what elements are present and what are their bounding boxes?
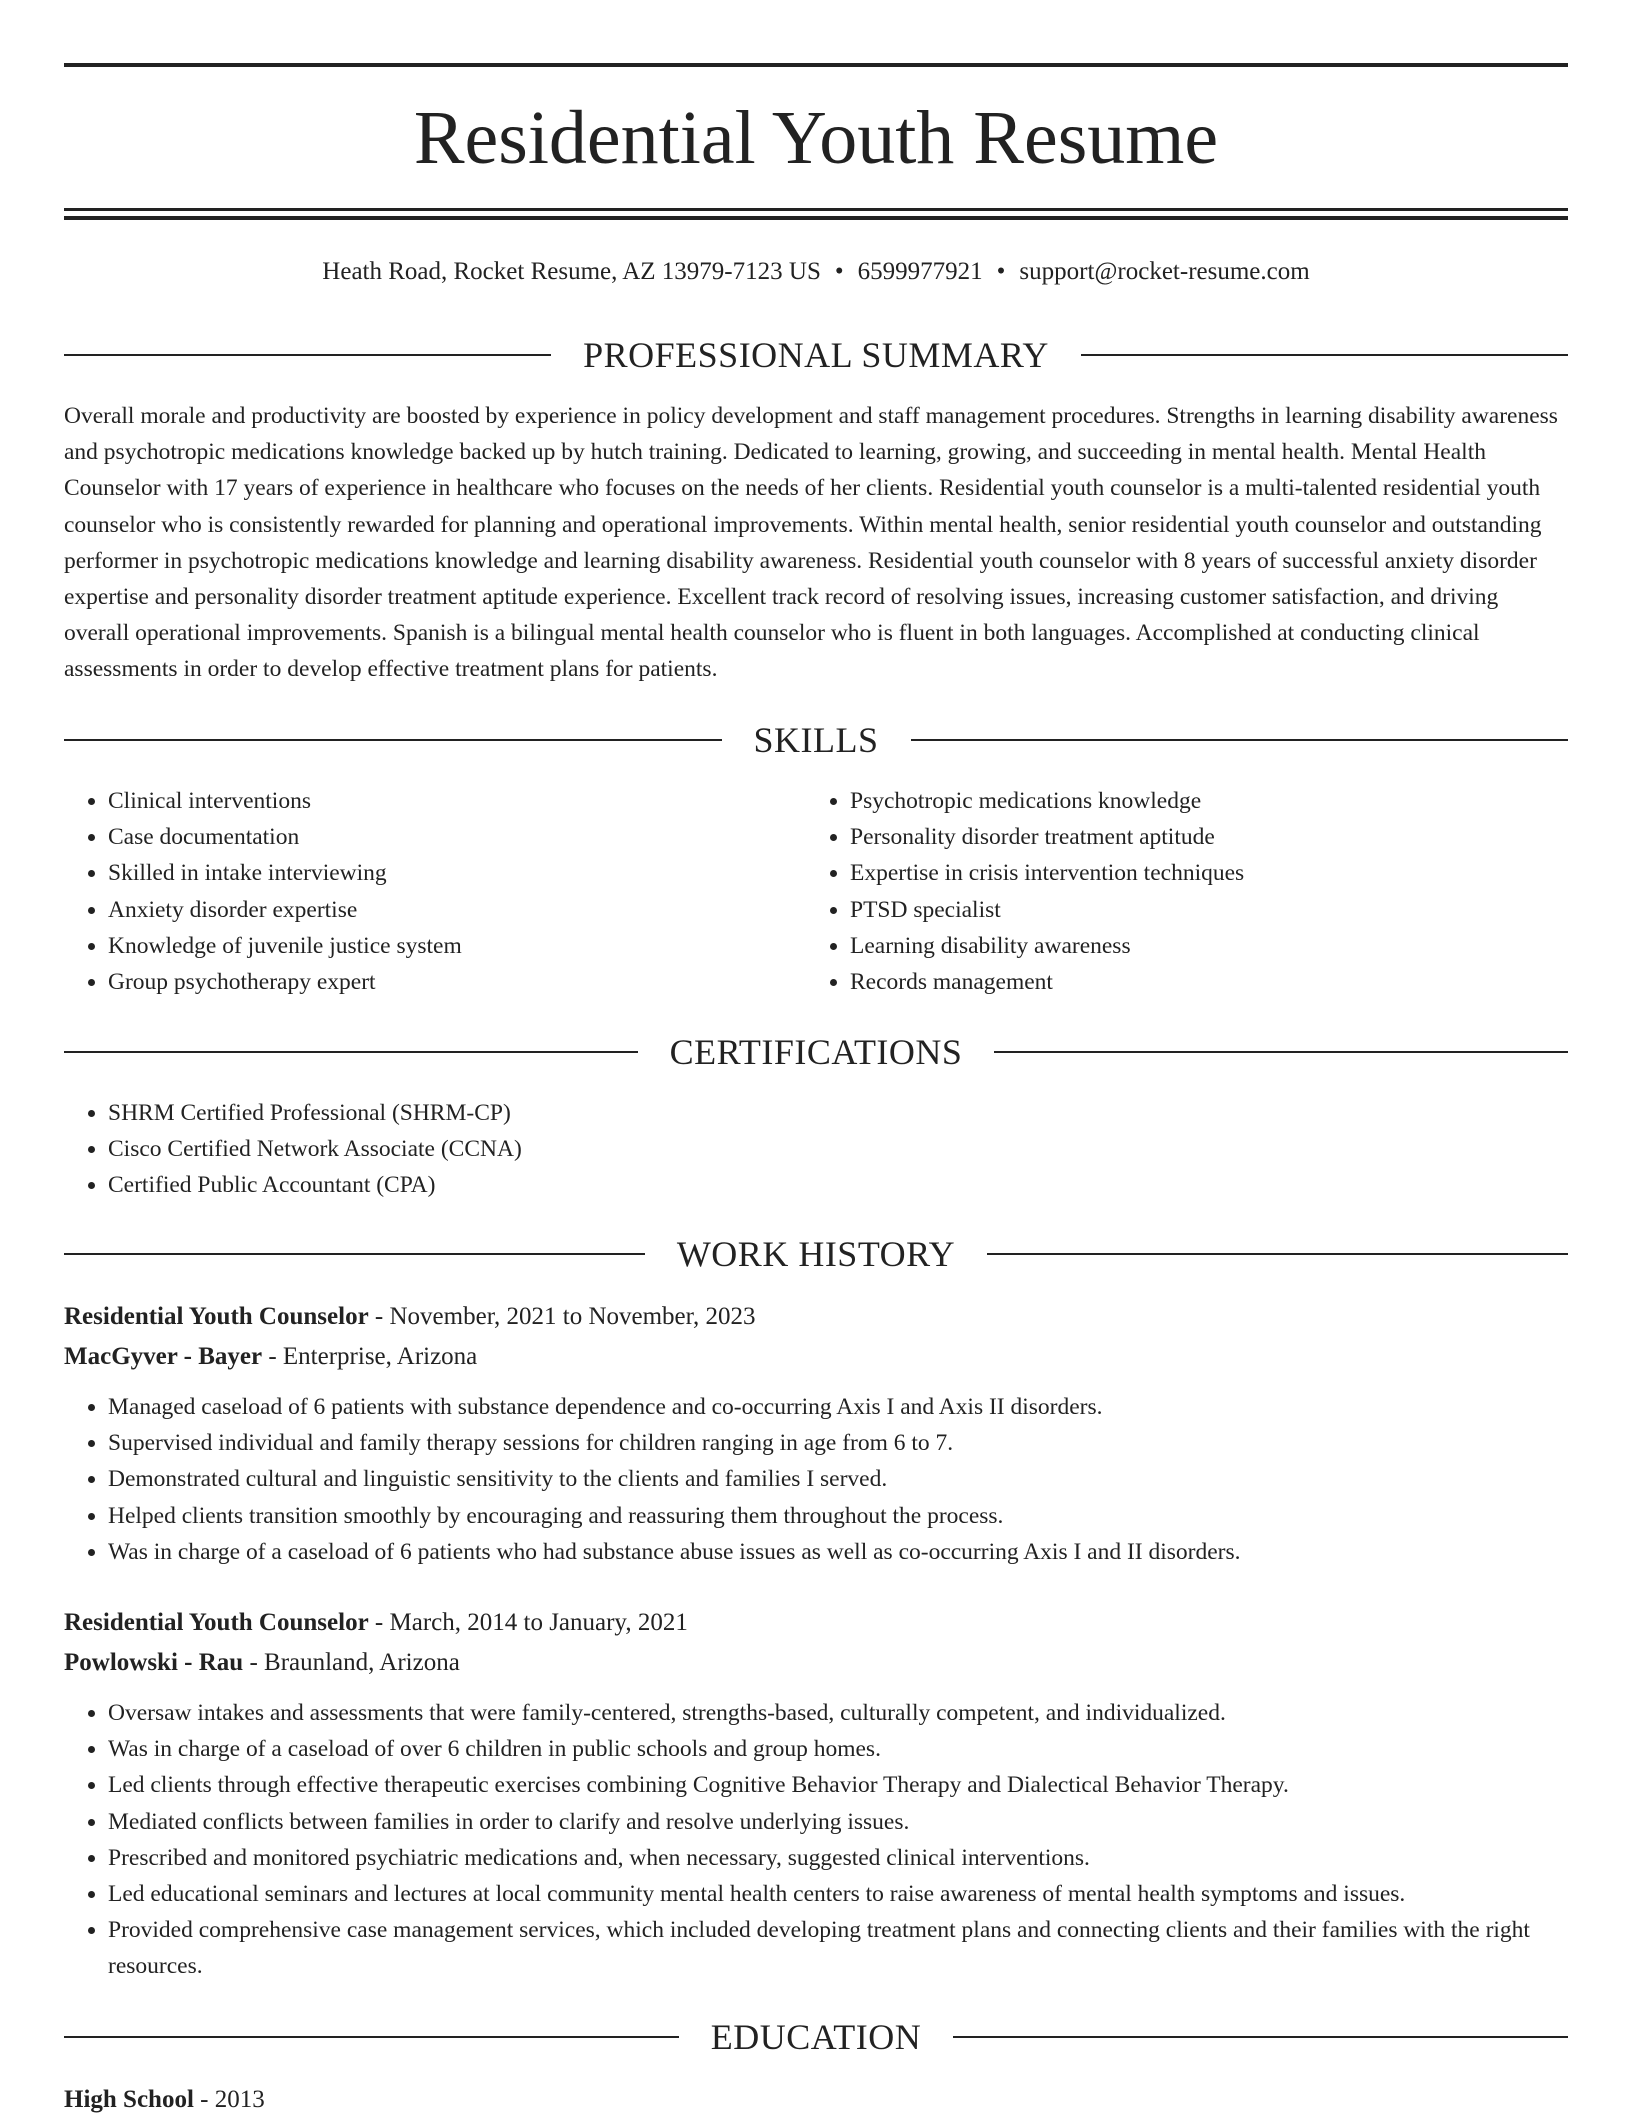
summary-heading-label: PROFESSIONAL SUMMARY <box>583 335 1049 375</box>
job-bullet: • Provided comprehensive case management services, which included developing treatment plans and connecting clients and their families with the right resources. <box>108 1912 1568 1984</box>
job-company: MacGyver - Bayer <box>64 1343 263 1370</box>
job-company-line <box>64 1643 1568 1683</box>
job-bullet: • Led educational seminars and lectures at local community mental health centers to raise awareness of mental health symptoms and issues. <box>108 1876 1568 1912</box>
skill-item: • Personality disorder treatment aptitude <box>850 819 1566 855</box>
job-bullet: • Helped clients transition smoothly by encouraging and reassuring them throughout the process. <box>108 1498 1568 1534</box>
education-heading-label: EDUCATION <box>710 2017 922 2057</box>
job-bullet: • Was in charge of a caseload of over 6 children in public schools and group homes. <box>108 1731 1568 1767</box>
heading-rule <box>953 2036 1568 2038</box>
work-history-heading-label: WORK HISTORY <box>676 1234 956 1274</box>
skill-item: • Case documentation <box>108 819 764 855</box>
job-bullets <box>64 1695 1568 1985</box>
job-bullets <box>64 1389 1568 1570</box>
work-history-heading <box>64 1229 1568 1279</box>
heading-rule <box>64 354 551 356</box>
contact-separator: • <box>996 258 1006 285</box>
contact-phone: 6599977921 <box>857 258 983 285</box>
education-entry <box>64 2080 1568 2120</box>
contact-line <box>64 252 1568 292</box>
certifications-heading <box>64 1027 1568 1077</box>
job-title: Residential Youth Counselor <box>64 1303 369 1330</box>
education-degree: High School <box>64 2086 194 2113</box>
top-rule <box>64 63 1568 67</box>
heading-rule <box>64 1253 645 1255</box>
skill-item: • Anxiety disorder expertise <box>108 892 764 928</box>
job-bullet: • Mediated conflicts between families in order to clarify and resolve underlying issues. <box>108 1804 1568 1840</box>
education-year: - 2013 <box>193 2086 265 2113</box>
job-company: Powlowski - Rau <box>64 1649 244 1676</box>
skill-item: • Psychotropic medications knowledge <box>850 783 1566 819</box>
skills-left-column <box>64 783 764 1000</box>
title-rule-lower <box>64 216 1568 220</box>
job-bullet: • Prescribed and monitored psychiatric medications and, when necessary, suggested clinical interventions. <box>108 1840 1568 1876</box>
job-bullet: • Was in charge of a caseload of 6 patients who had substance abuse issues as well as co-occurring Axis I and II disorders. <box>108 1534 1568 1570</box>
certification-item: • SHRM Certified Professional (SHRM-CP) <box>108 1095 1064 1131</box>
job-title-line <box>64 1297 1568 1337</box>
skill-item: • Records management <box>850 964 1566 1000</box>
certifications-list <box>64 1095 1064 1204</box>
contact-address: Heath Road, Rocket Resume, AZ 13979-7123 US <box>322 258 821 285</box>
job-bullet: • Demonstrated cultural and linguistic sensitivity to the clients and families I served. <box>108 1461 1568 1497</box>
heading-rule <box>1081 354 1568 356</box>
job-bullet: • Managed caseload of 6 patients with substance dependence and co-occurring Axis I and Axis II disorders. <box>108 1389 1568 1425</box>
skill-item: • Learning disability awareness <box>850 928 1566 964</box>
job-bullet: • Led clients through effective therapeutic exercises combining Cognitive Behavior Therapy and Dialectical Behavior Therapy. <box>108 1767 1568 1803</box>
education-heading <box>64 2012 1568 2062</box>
contact-separator: • <box>834 258 844 285</box>
job-dates: - November, 2021 to November, 2023 <box>368 1303 756 1330</box>
job-entry <box>64 1603 1568 1985</box>
job-location: - Enterprise, Arizona <box>262 1343 478 1370</box>
job-location: - Braunland, Arizona <box>243 1649 460 1676</box>
heading-rule <box>987 1253 1568 1255</box>
skill-item: • Skilled in intake interviewing <box>108 855 764 891</box>
resume-title: Residential Youth Resume <box>413 96 1219 180</box>
summary-heading <box>64 330 1568 380</box>
skills-heading <box>64 715 1568 765</box>
job-company-line <box>64 1337 1568 1377</box>
skill-item: • PTSD specialist <box>850 892 1566 928</box>
heading-rule <box>911 739 1569 741</box>
certification-item: • Certified Public Accountant (CPA) <box>108 1167 1064 1203</box>
certifications-heading-label: CERTIFICATIONS <box>669 1032 963 1072</box>
job-title-line <box>64 1603 1568 1643</box>
heading-rule <box>64 1051 638 1053</box>
job-dates: - March, 2014 to January, 2021 <box>368 1609 688 1636</box>
heading-rule <box>64 739 722 741</box>
job-bullet: • Oversaw intakes and assessments that were family-centered, strengths-based, culturally competent, and individualized. <box>108 1695 1568 1731</box>
skills-right-column <box>806 783 1566 1000</box>
certification-item: • Cisco Certified Network Associate (CCNA) <box>108 1131 1064 1167</box>
heading-rule <box>994 1051 1568 1053</box>
skills-heading-label: SKILLS <box>753 720 879 760</box>
job-entry <box>64 1297 1568 1570</box>
job-title: Residential Youth Counselor <box>64 1609 369 1636</box>
skill-item: • Group psychotherapy expert <box>108 964 764 1000</box>
skill-item: • Expertise in crisis intervention techniques <box>850 855 1566 891</box>
title-rule-upper <box>64 208 1568 211</box>
contact-email: support@rocket-resume.com <box>1019 258 1310 285</box>
skill-item: • Clinical interventions <box>108 783 764 819</box>
heading-rule <box>64 2036 679 2038</box>
skill-item: • Knowledge of juvenile justice system <box>108 928 764 964</box>
summary-text: Overall morale and productivity are boosted by experience in policy development and staff management procedures. Strengths in learning disability awareness and psychotropic medications knowledge backed up by hutch training. Dedicated to learning, growing, and succeeding in mental health. Mental Health Counselor with 17 years of experience in healthcare who focuses on the needs of her clients. Residential youth counselor is a multi-talented residential youth counselor who is consistently rewarded for planning and operational improvements. Within mental health, senior residential youth counselor and outstanding performer in psychotropic medications knowledge and learning disability awareness. Residential youth counselor with 8 years of successful anxiety disorder expertise and personality disorder treatment aptitude experience. Excellent track record of resolving issues, increasing customer satisfaction, and driving overall operational improvements. Spanish is a bilingual mental health counselor who is fluent in both languages. Accomplished at conducting clinical assessments in order to develop effective treatment plans for patients. <box>64 403 1558 683</box>
job-bullet: • Supervised individual and family therapy sessions for children ranging in age from 6 to 7. <box>108 1425 1568 1461</box>
